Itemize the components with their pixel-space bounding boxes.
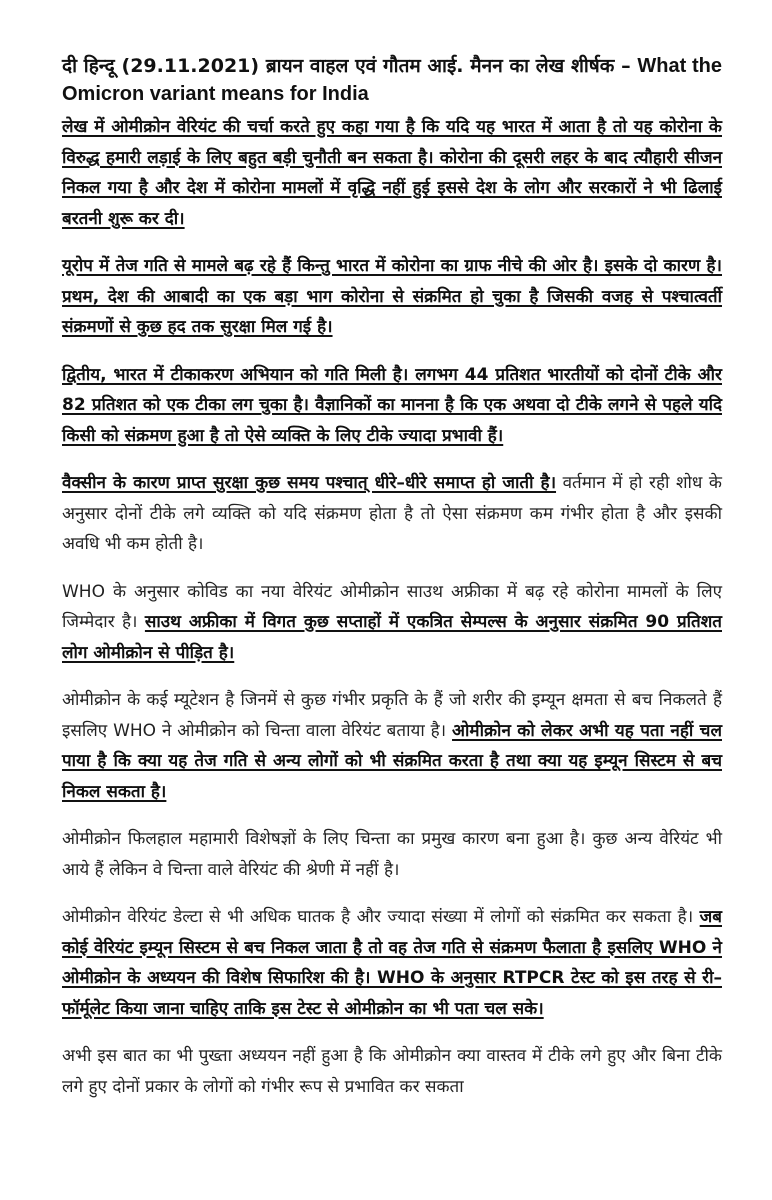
paragraph-text: ओमीक्रोन के कई म्यूटेशन है जिनमें से कुछ गंभीर प्रकृति के हैं जो शरीर की इम्यून क्षमता से बच निकलते हैं इसलिए WHO ने ओमीक्रोन को चिन्ता वाला वेरियंट बताया है।	[62, 690, 722, 741]
paragraph-text: अभी इस बात का भी पुख्ता अध्ययन नहीं हुआ है कि ओमीक्रोन क्या वास्तव में टीके लगे हुए और बिना टीके लगे हुए दोनों प्रकार के लोगों को गंभीर रूप से प्रभावित कर सकता	[62, 1046, 722, 1097]
paragraph-3	[62, 360, 722, 452]
underlined-highlight-text: साउथ अफ्रीका में विगत कुछ सप्ताहों में एकत्रित सेम्पल्स के अनुसार संक्रमित 90 प्रतिशत लोग ओमीक्रोन से पीड़ित है।	[62, 612, 722, 663]
article-heading	[62, 52, 722, 108]
underlined-highlight-text: यूरोप में तेज गति से मामले बढ़ रहे हैं किन्तु भारत में कोरोना का ग्राफ नीचे की ओर है। इसके दो कारण है। प्रथम, देश की आबादी का एक बड़ा भाग कोरोना से संक्रमित हो चुका है जिसकी वजह से पश्चात्वर्ती संक्रमणों से कुछ हद तक सुरक्षा मिल गई है।	[62, 256, 722, 337]
underlined-highlight-text: लेख में ओमीक्रोन वेरियंट की चर्चा करते हुए कहा गया है कि यदि यह भारत में आता है तो यह कोरोना के विरुद्ध हमारी लड़ाई के लिए बहुत बड़ी चुनौती बन सकता है। कोरोना की दूसरी लहर के बाद त्यौहारी सीजन निकल गया है और देश में कोरोना मामलों में वृद्धि नहीं हुई इससे देश के लोग और सरकारों ने भी ढिलाई बरतनी शुरू कर दी।	[62, 117, 722, 229]
paragraph-text: ओमीक्रोन फिलहाल महामारी विशेषज्ञों के लिए चिन्ता का प्रमुख कारण बना हुआ है। कुछ अन्य वेरियंट भी आये हैं लेकिन वे चिन्ता वाले वेरियंट की श्रेणी में नहीं है।	[62, 829, 722, 880]
heading-hindi: दी हिन्दू (29.11.2021) ब्रायन वाहल एवं गौतम आई. मैनन का लेख शीर्षक –	[62, 55, 638, 77]
underlined-highlight-text: ओमीक्रोन को लेकर अभी यह पता नहीं चल पाया है कि क्या यह तेज गति से अन्य लोगों को भी संक्रमित करता है तथा क्या यह इम्यून सिस्टम से बच निकल सकता है।	[62, 720, 722, 802]
heading-english-title: What the Omicron variant means for India	[62, 55, 723, 105]
paragraph-6	[62, 685, 722, 807]
underlined-highlight-text: द्वितीय, भारत में टीकाकरण अभियान को गति मिली है। लगभग 44 प्रतिशत भारतीयों को दोनों टीके और 82 प्रतिशत को एक टीका लग चुका है। वैज्ञानिकों का मानना है कि एक अथवा दो टीके लगने से पहले यदि किसी को संक्रमण हुआ है तो ऐसे व्यक्ति के लिए टीके ज्यादा प्रभावी हैं।	[62, 364, 722, 446]
paragraph-text: WHO के अनुसार कोविड का नया वेरियंट ओमीक्रोन साउथ अफ्रीका में बढ़ रहे कोरोना मामलों के लिए जिम्मेदार है।	[62, 581, 722, 632]
underlined-highlight-text: जब कोई वेरियंट इम्यून सिस्टम से बच निकल जाता है तो वह तेज गति से संक्रमण फैलाता है इसलिए WHO ने ओमीक्रोन के अध्ययन की विशेष सिफारिश की है। WHO के अनुसार RTPCR टेस्ट को इस तरह से री–फॉर्मूलेट किया जाना चाहिए ताकि इस टेस्ट से ओमीक्रोन का भी पता चल सके।	[62, 907, 722, 1019]
paragraph-8	[62, 902, 722, 1024]
paragraph-7	[62, 824, 722, 885]
article-body	[62, 112, 722, 1102]
paragraph-1	[62, 112, 722, 234]
paragraph-2	[62, 251, 722, 343]
paragraph-text: ओमीक्रोन वेरियंट डेल्टा से भी अधिक घातक है और ज्यादा संख्या में लोगों को संक्रमित कर सकता है।	[62, 907, 700, 927]
paragraph-5	[62, 577, 722, 669]
paragraph-text: वर्तमान में हो रही शोध के अनुसार दोनों टीके लगे व्यक्ति को यदि संक्रमण होता है तो ऐसा संक्रमण कम गंभीर होता है और इसकी अवधि भी कम होती है।	[62, 473, 722, 554]
paragraph-4	[62, 468, 722, 560]
underlined-highlight-text: वैक्सीन के कारण प्राप्त सुरक्षा कुछ समय पश्चात् धीरे–धीरे समाप्त हो जाती है।	[62, 473, 557, 493]
paragraph-9	[62, 1041, 722, 1102]
